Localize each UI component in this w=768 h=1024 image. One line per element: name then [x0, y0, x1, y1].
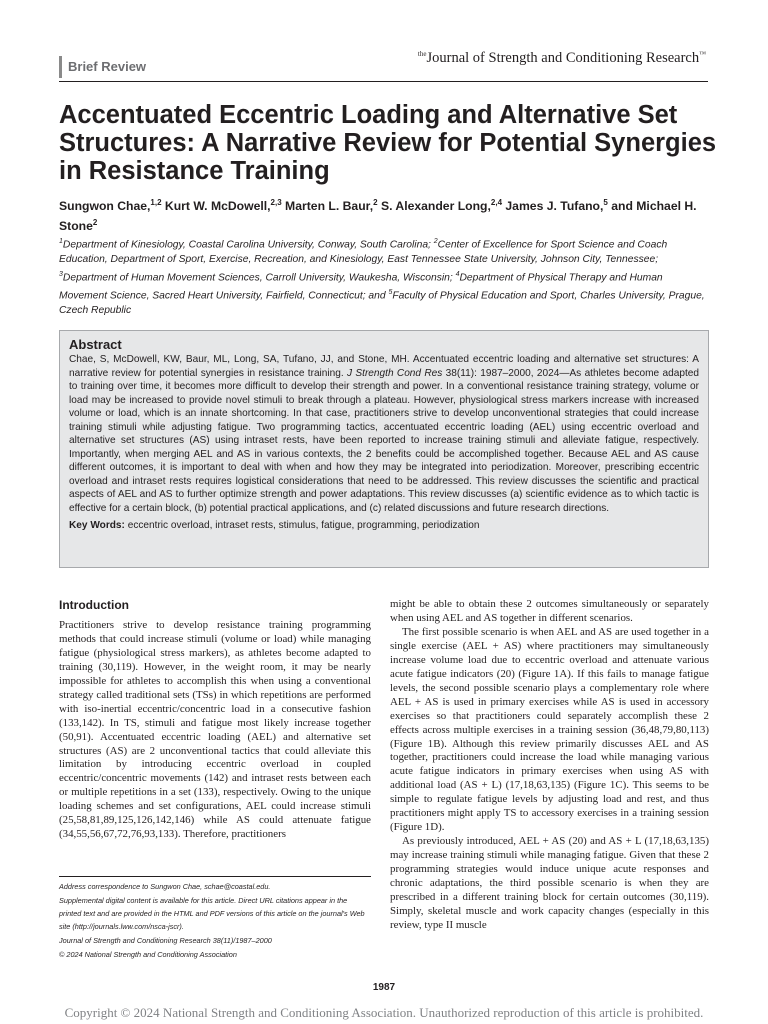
body-column-right — [390, 598, 709, 933]
affiliation-text: Department of Physical Therapy and Human Movement Science, Sacred Heart University, Fairfield, Connecticut; and — [59, 272, 663, 302]
author-affil-sup: 1,2 — [150, 198, 162, 207]
header-rule — [59, 81, 708, 82]
body-column-left — [59, 598, 371, 842]
abstract-text: As athletes become adapted to training over time, it becomes more difficult to develop their strength and power. In a conventional resistance training strategy, volume or load may be increased to provide novel stimuli to break through a plateau. However, physiological stress markers increase with increased volume or load, which is an innate shortcoming. In that case, practitioners strive to develop unconventional strategies that could increase training stimuli while adjusting fatigue. Two programming tactics, accentuated eccentric loading (AEL) using eccentric overload and alternative set structures (AS) using intraset rests, have been reported to increase training stimuli and alleviate fatigue, respectively. Importantly, when merging AEL and AS in various contexts, the 2 benefits could be accomplished together. Because AEL and AS cause different outcomes, it is important to deal with when and how they may be integrated into periodization. Moreover, prescribing eccentric overload and intraset rests requires logistical considerations that need to be addressed. This review discusses the scientific and practical aspects of AEL and AS to further optimize strength and power adaptations. This review discusses (a) scientific evidence as to which tactic is effective for a certain block, (b) potential practical applications, and (c) related discussions and future research directions. — [69, 367, 699, 514]
author-affil-sup: 5 — [603, 198, 608, 207]
author-list — [59, 195, 709, 234]
correspondence-note: Address correspondence to Sungwon Chae, schae@coastal.edu. — [59, 882, 271, 891]
journal-tm: ™ — [699, 50, 706, 59]
author-name: Kurt W. McDowell, — [161, 199, 271, 214]
abstract-citation-volume: 38(11): 1987–2000, 2024— — [442, 367, 570, 379]
paragraph: Practitioners strive to develop resistance training programming methods that could increase stimuli (volume or load) while managing fatigue (physiological stress markers), as athletes become adapted to training (30,119). However, in the weight room, it may be nearly impossible for athletes to accomplish this when using a conventional strategy called traditional sets (TSs) in which repetitions are performed with iso-inertial eccentric/concentric load in a consecutive fashion (133,142). In TS, stimuli and fatigue most likely increase together (50,91). Accentuated eccentric loading (AEL) and alternative set structures (AS) are 2 unconventional tactics that could alleviate this limitation by introducing eccentric overload in coupled eccentric/concentric movements (142) and intraset rests between each or multiple repetitions in a set (133), respectively. Owing to the unique loading schemes and set configurations, AEL could increase stimuli (25,58,81,89,125,126,142,146) while AS could attenuate fatigue (34,55,56,67,72,76,93,133). Therefore, practitioners — [59, 618, 371, 841]
affil-sup: 5 — [388, 288, 393, 296]
journal-the: the — [417, 50, 427, 59]
author-name: Marten L. Baur, — [281, 199, 374, 214]
page-number: 1987 — [372, 982, 396, 993]
affil-sup: 2 — [433, 238, 438, 245]
affiliation-text: Center of Excellence for Sport Science and Coach Education, Department of Sport, Exercise, Recreation, and Kinesiology, East Tennessee State University, Johnson City, Tennessee; — [59, 239, 668, 266]
journal-logo — [418, 50, 706, 67]
journal-name: Journal of Strength and Conditioning Research — [426, 50, 700, 66]
author-name: James J. Tufano, — [502, 199, 604, 214]
author-affil-sup: 2 — [92, 217, 98, 227]
affiliation-text: Faculty of Physical Education and Sport, Charles University, Prague, Czech Republic — [59, 290, 705, 316]
affil-sup: 3 — [59, 270, 63, 278]
abstract-citation-journal: J Strength Cond Res — [347, 367, 443, 379]
author-affil-sup: 2,4 — [490, 198, 503, 207]
paragraph: As previously introduced, AEL + AS (20) and AS + L (17,18,63,135) may increase training stimuli while managing fatigue. Given that these 2 programming strategies would induce unique acute responses and chronic adaptations, the third possible scenario is when they are prescribed in a different training block for certain outcomes (30,119). Simply, skeletal muscle and work capacity changes (especially in this review, type II muscle — [390, 835, 709, 931]
affil-sup: 1 — [59, 238, 63, 245]
keywords-list: eccentric overload, intraset rests, stimulus, fatigue, programming, periodization — [124, 520, 480, 531]
keywords — [69, 519, 699, 533]
keywords-label: Key Words: — [69, 520, 125, 531]
footnotes — [59, 881, 371, 963]
abstract-box — [59, 330, 709, 568]
footnote-rule — [59, 876, 371, 877]
paragraph: The first possible scenario is when AEL and AS are used together in a single exercise (AEL + AS) where practitioners may simultaneously increase volume load due to eccentric overload and attenuate various acute fatigue indicators (20) (Figure 1A). If this fails to manage fatigue levels, the second possible scenario plays a complementary role where AEL + AS is used in primary exercises while AS is used in accessory exercises so that practitioners could separately accomplish these 2 effects across multiple exercises in a training session (36,48,79,80,113) (Figure 1B). Although this review primarily discusses AEL and AS together, practitioners could increase the load while managing various acute fatigue indicators in primary exercises when using AS with additional load (AS + L) (17,18,63,135) (Figure 1C). This seems to be simple to regulate fatigue levels by adjusting load and rest, and thus practitioners might apply TS to accessory exercises in a training session (Figure 1D). — [390, 625, 709, 834]
section-label: Brief Review — [59, 56, 146, 78]
journal-reference: Journal of Strength and Conditioning Research 38(11)/1987–2000 — [59, 935, 272, 945]
affiliation-text: Department of Kinesiology, Coastal Carolina University, Conway, South Carolina; — [62, 239, 434, 251]
affiliation-text: Department of Human Movement Sciences, Carroll University, Waukesha, Wisconsin; — [62, 272, 456, 284]
supplemental-note: Supplemental digital content is available for this article. Direct URL citations appear in the printed text and are provided in the HTML and PDF versions of this article on the journal's Web site (http://journals.lww.com/nsca-jscr). — [59, 895, 365, 931]
affiliations — [59, 235, 711, 318]
article-title: Accentuated Eccentric Loading and Alternative Set Structures: A Narrative Review for Potential Synergies in Resistance Training — [59, 101, 717, 185]
author-affil-sup: 2,3 — [270, 198, 282, 207]
affil-sup: 4 — [455, 270, 460, 278]
author-affil-sup: 2 — [373, 198, 378, 207]
abstract-citation: Chae, S, McDowell, KW, Baur, ML, Long, SA, Tufano, JJ, and Stone, MH. Accentuated eccentric loading and alternative set structures: A narrative review for potential synergies in resistance training. — [69, 354, 699, 379]
section-heading-introduction: Introduction — [59, 598, 129, 612]
abstract-heading: Abstract — [69, 337, 122, 352]
author-name: and Michael H. Stone — [59, 199, 697, 233]
author-name: Sungwon Chae, — [59, 199, 151, 214]
author-name: S. Alexander Long, — [377, 199, 491, 214]
copyright-banner: Copyright © 2024 National Strength and Conditioning Association. Unauthorized reproduction of this article is prohibited. — [64, 1005, 704, 1020]
abstract-body — [69, 353, 699, 515]
copyright-note: © 2024 National Strength and Conditioning Association — [59, 949, 237, 959]
paragraph: might be able to obtain these 2 outcomes simultaneously or separately when using AEL and AS together in different scenarios. — [390, 598, 709, 624]
